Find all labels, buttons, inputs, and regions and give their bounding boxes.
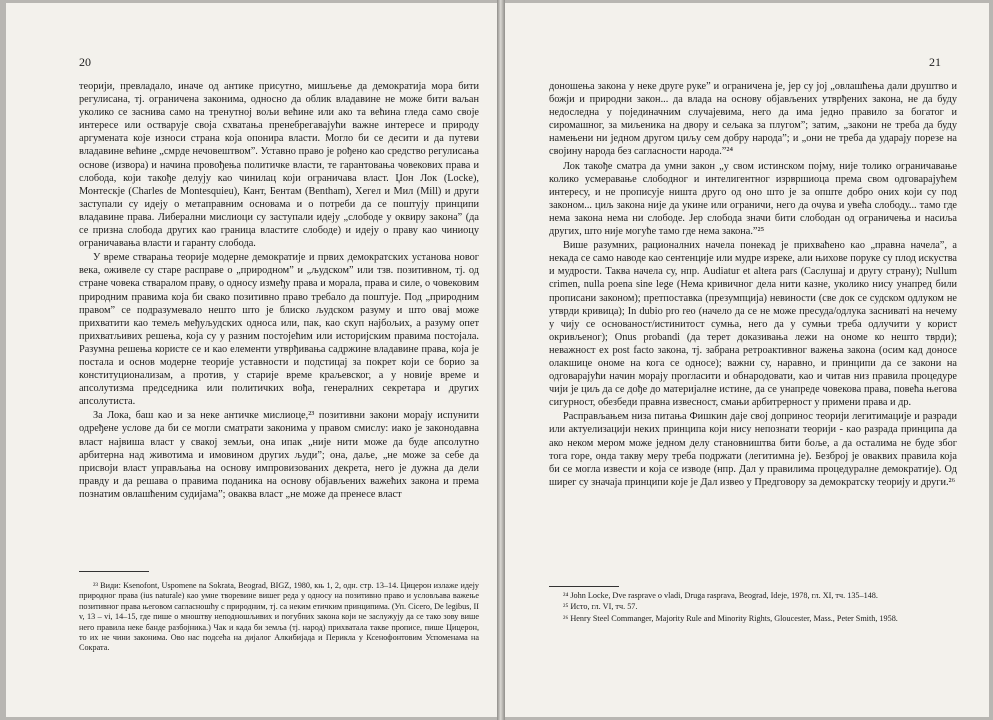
footnote: ²³ Види: Ksenofont, Uspomene na Sokrata, Beograd, BIGZ, 1980, књ 1, 2, одн. стр. 13–14. Цицерон излаже идеју природног права (ius naturale) као умне творевине вишег реда у односу на позитивно право и условљава важење позитивног права његовом сагласношћу с природним, тј. са неким етичким принципима. (Уп. Cicero, De legibus, II v, 13 – vi, 14–15, где пише о мноштву неподношљивих и погубних закона који не заслужују да се тако зову више него правила неке банде разбојника.) Чак и када би земља (тј. народ) прихватала такве прописе, пише Цицерон, то их не чини законима. Ово нас подсећа на дијалог Алкибијада и Перикла у Ксенофонтовим Успоменама на Сократа. [79, 581, 479, 653]
footnote: ²⁴ John Locke, Dve rasprave o vladi, Druga rasprava, Beograd, Ideje, 1978, гл. XI, тч. 135–148. [563, 591, 878, 600]
left-page [6, 3, 497, 717]
footnote-rule [79, 571, 149, 572]
footnotes [549, 591, 957, 625]
paragraph: Лок такође сматра да умни закон „у свом истинском појму, није толико ограничавање колико усмеравање слободног и интелигентног изрвршиоца према свом одговарајућем интересу, и не прописује ништа друго од оно што је за опште добро оних који су под законом... циљ закона није да укине или ограничи, него да очува и увећа слободу... тамо где нема закона нема ни слободе. Јер слобода значи бити слободан од ограничења и насиља других, што није могуће тамо где нема закона.”²⁵ [549, 160, 957, 238]
footnote: ²⁵ Исто, гл. VI, тч. 57. [563, 602, 638, 612]
paragraph: Расправљањем низа питања Фишкин даје свој допринос теорији легитимације и разради или актуелизацији неких принципа који нису непознати теорији - као разрада принципа да ако неком мером може једном делу становништва бити боље, а да осталима не буде због тога горе, онда такву меру треба подржати (легитимна је). Безброј је оваквих правила која би се могла извести и која се изводе (нпр. Дал у правилима процедуралне демократије). Од ширег су значаја принципи које је Дал извео у Предговору за демократску теорију и други.²⁶ [549, 411, 957, 488]
right-page [505, 3, 989, 717]
footnote: ²⁶ Henry Steel Commanger, Majority Rule and Minority Rights, Gloucester, Mass., Peter Smith, 1958. [563, 613, 898, 623]
book-gutter [497, 0, 505, 720]
page-number: 20 [79, 55, 91, 69]
paragraph: За Лока, баш као и за неке античке мислиоце,²³ позитивни закони морају испунити одређене услове да би се могли сматрати законима у правом смислу: иако је законодавна власт највиша власт у свакој земљи, она ипак „није нити може да буде апсолутно арбитерна над животима и имовином других људи”; она, даље, „не може за себе да присвоји власт управљања на основу импровизованих декрета, него је дужна да дели правду и да решава о правима поданика на основу објављених важећих закона и према познатим овлашћеним судијама”; оваква власт „не може да пренесе власт [79, 410, 479, 500]
body-text [549, 80, 957, 489]
paragraph: доношења закона у неке друге руке” и ограничена је, јер су јој „овлашћења дали друштво и божји и природни закон... да влада на основу објављених утврђених закона, не да буду недоследна у појединачним случајевима, него да има једно правило за богатог и сиромашног, за миљеника на двору и сељака за плугом”; затим, „закони не треба да буду намењени ни једном другом циљу сем добру народа”; и „они не треба да ударају порезе на својину народа без сагласности народа.”²⁴ [549, 81, 957, 158]
footnote-rule [549, 586, 619, 587]
page-number: 21 [929, 55, 941, 69]
paragraph: У време стварања теорије модерне демократије и првих демократских установа новог века, оживеле су старе расправе о „природном” и „људском” или тзв. позитивном, тј. од стране човека стваралом праву, о односу између права и морала, права и силе, о човековим природним правима која би свако позитивно право требало да поштује. Под „природним правом” се подразумевало нешто што је блиско људском разуму и што оваj може прихватити као темељ међуљудских односа или, пак, као скуп најбољих, а разуму опет прихватљивих решења, која су у разним постојећим или историјским правима постојала. Разумна решења користе се и као елементи утврђивања садржине владавине права, која је постала и основ модерне теорије уставности и подстицај за покрет који се борио за конституционализам, а против, у старије време краљевског, а у новије време и апсолутизма председника или политичких вођа, генералних секретара и других апсолутиста. [79, 252, 479, 408]
paragraph: Више разумних, рационалних начела понекад је прихваћено као „правна начела”, а некада се само наводе као сентенције или мудре изреке, али њихове поруке су плод искуства и мудрости. Таква начела су, нпр. Audiatur et altera pars (Саслушај и другу страну); Nullum crimen, nulla poena sine lege (Нема кривичног дела нити казне, уколико нису унапред били прописани законом); претпоставка (презумпција) невиности (све док се судском одлуком не утврди кривица); In dubio pro reo (начело да се не може пресуда/одлука засниватi на нечему у чију се основаност/истинитост сумња, него да у сумњи треба одлучити у корист окривљеног); Onus probandi (да терет доказивања лежи на ономе ко нешто тврди); неважност ex post facto закона, тј. забрана ретроактивног важења закона (осим кад доносе олакшице ономе на кога се односе); важни су, наравно, и принципи да се закони на одговарајући начин морају прогласити и обнародовати, као и читав низ правила процедуре чији је циљ да се дође до материјалне истине, да се унапреде човекова права, повећа његова сигурност, обезбеди правна извесност, смањи арбитрерност у примени права и др. [549, 240, 957, 409]
body-text [79, 80, 479, 501]
footnotes [79, 581, 479, 655]
paragraph: теорији, превладало, иначе од антике присутно, мишљење да демократија мора бити регулисана, тј. ограничена законима, односно да облик владавине не може бити ваљан уколико се заснива само на тренутној вољи већине или ако та већина гледа само своје интересе или остварује своја схватања пренебрегавајући важне интересе и природу аргумената које износи страна која опонира власти. Могло би се десити и да путеви владавине већине „смрде нечовештвом”. Уставно право је рођено као средство регулисања основе (извора) и начина провођења политичке власти, те гарантовања човекових права и слобода, који такође делују као чинилац који ограничава власт. Џон Лок (Locke), Монтескје (Charles de Montesquieu), Кант, Бентам (Bentham), Хегел и Мил (Mill) и други заступали су идеју о метаправним основама и о потреби да се поштују принципи владавине права. Либерални мислиоци су заступали идеју „слободе у оквиру закона” (да се призна слобода других као граница властите слободе) и идеју о праву као чиниоцу ограничавања власти и гаранту слобода. [79, 81, 479, 250]
